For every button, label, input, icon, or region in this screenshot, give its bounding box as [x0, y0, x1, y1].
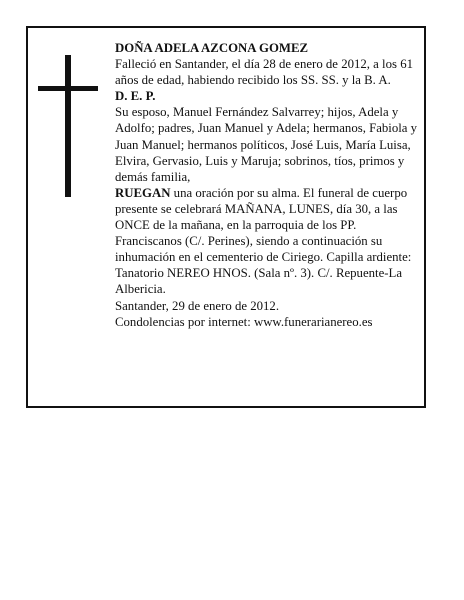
deceased-name: DOÑA ADELA AZCONA GOMEZ	[115, 41, 309, 55]
request-text: una oración por su alma. El funeral de cuerpo presente se celebrará MAÑANA, LUNES, día 30, a las ONCE de la mañana, en la parroquia de los PP. Franciscanos (C/. Perines), siendo a continuación su inhumación en el cementerio de Ciriego. Capilla ardiente: Tanatorio NEREO HNOS. (Sala nº. 3). C/. Repuente-La Albericia.	[115, 185, 412, 297]
rip-line: D. E. P.	[115, 89, 156, 104]
cross-horizontal-bar	[38, 86, 98, 91]
obituary-notice	[26, 26, 426, 408]
place-date: Santander, 29 de enero de 2012.	[115, 298, 280, 313]
funeral-request	[115, 185, 420, 298]
notice-body	[115, 40, 420, 330]
death-announcement: Falleció en Santander, el día 28 de enero de 2012, a los 61 años de edad, habiendo recibido los SS. SS. y la B. A.	[115, 57, 413, 88]
request-keyword: RUEGAN	[115, 185, 171, 200]
condolences-line: Condolencias por internet: www.funerarianereo.es	[115, 314, 373, 329]
family-list: Su esposo, Manuel Fernández Salvarrey; hijos, Adela y Adolfo; padres, Juan Manuel y Adela; hermanos, Fabiola y Juan Manuel; hermanos políticos, José Luis, María Luisa, Elvira, Gervasio, Luis y Maruja; sobrinos, tíos, primos y demás familia,	[115, 105, 418, 184]
cross-vertical-bar	[65, 55, 71, 197]
cross-icon	[38, 55, 100, 197]
